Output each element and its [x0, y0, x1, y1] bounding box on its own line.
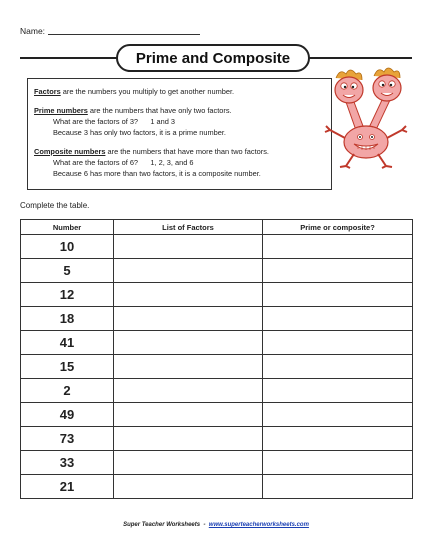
prime-or-composite-answer-cell[interactable] — [263, 379, 413, 403]
factors-answer-cell[interactable] — [114, 427, 263, 451]
prime-example-explanation: Because 3 has only two factors, it is a prime number. — [53, 128, 226, 137]
prime-or-composite-answer-cell[interactable] — [263, 355, 413, 379]
composite-term: Composite numbers — [34, 147, 106, 156]
number-cell: 21 — [21, 475, 114, 499]
table-row — [21, 259, 413, 283]
name-blank[interactable] — [48, 34, 200, 35]
number-cell: 18 — [21, 307, 114, 331]
table-row — [21, 475, 413, 499]
factors-definition — [34, 86, 325, 97]
prime-definition — [34, 105, 325, 138]
prime-or-composite-answer-cell[interactable] — [263, 307, 413, 331]
header-number: Number — [21, 220, 114, 235]
number-cell: 15 — [21, 355, 114, 379]
instructions: Complete the table. — [20, 201, 90, 210]
prime-or-composite-answer-cell[interactable] — [263, 283, 413, 307]
table-row — [21, 427, 413, 451]
prime-or-composite-answer-cell[interactable] — [263, 427, 413, 451]
prime-or-composite-answer-cell[interactable] — [263, 403, 413, 427]
table-row — [21, 283, 413, 307]
prime-or-composite-answer-cell[interactable] — [263, 259, 413, 283]
number-cell: 73 — [21, 427, 114, 451]
factors-term: Factors — [34, 87, 61, 96]
factors-answer-cell[interactable] — [114, 235, 263, 259]
table-row — [21, 379, 413, 403]
number-cell: 33 — [21, 451, 114, 475]
table-row — [21, 307, 413, 331]
factors-answer-cell[interactable] — [114, 451, 263, 475]
factors-answer-cell[interactable] — [114, 475, 263, 499]
table-row — [21, 235, 413, 259]
number-cell: 41 — [21, 331, 114, 355]
prime-term: Prime numbers — [34, 106, 88, 115]
prime-example-question: What are the factors of 3? — [53, 117, 139, 126]
factors-table — [20, 219, 413, 499]
composite-example-question: What are the factors of 6? — [53, 158, 139, 167]
footer — [0, 522, 432, 528]
name-field — [20, 26, 200, 36]
number-cell: 5 — [21, 259, 114, 283]
table-row — [21, 331, 413, 355]
composite-text: are the numbers that have more than two factors. — [105, 147, 269, 156]
table-row — [21, 355, 413, 379]
number-cell: 49 — [21, 403, 114, 427]
factors-answer-cell[interactable] — [114, 283, 263, 307]
definitions-box — [27, 78, 332, 190]
number-cell: 10 — [21, 235, 114, 259]
table-row — [21, 451, 413, 475]
table-header-row — [21, 220, 413, 235]
prime-or-composite-answer-cell[interactable] — [263, 451, 413, 475]
factors-answer-cell[interactable] — [114, 307, 263, 331]
prime-or-composite-answer-cell[interactable] — [263, 331, 413, 355]
prime-example-answer: 1 and 3 — [150, 117, 176, 126]
prime-or-composite-answer-cell[interactable] — [263, 235, 413, 259]
composite-definition — [34, 146, 325, 179]
name-label: Name: — [20, 26, 46, 36]
factors-answer-cell[interactable] — [114, 259, 263, 283]
prime-or-composite-answer-cell[interactable] — [263, 475, 413, 499]
table-row — [21, 403, 413, 427]
page-title: Prime and Composite — [116, 44, 310, 72]
factors-answer-cell[interactable] — [114, 331, 263, 355]
footer-link[interactable]: www.superteacherworksheets.com — [208, 522, 309, 528]
footer-separator: - — [203, 522, 206, 528]
composite-example-answer: 1, 2, 3, and 6 — [150, 158, 194, 167]
factors-answer-cell[interactable] — [114, 403, 263, 427]
header-list-of-factors: List of Factors — [114, 220, 263, 235]
footer-brand: Super Teacher Worksheets — [123, 522, 201, 528]
two-headed-monster-illustration — [316, 64, 416, 169]
prime-text: are the numbers that have only two factors. — [87, 106, 232, 115]
number-cell: 12 — [21, 283, 114, 307]
number-cell: 2 — [21, 379, 114, 403]
factors-text: are the numbers you multiply to get another number. — [60, 87, 235, 96]
factors-answer-cell[interactable] — [114, 355, 263, 379]
factors-answer-cell[interactable] — [114, 379, 263, 403]
header-prime-or-composite: Prime or composite? — [263, 220, 413, 235]
composite-example-explanation: Because 6 has more than two factors, it is a composite number. — [53, 169, 261, 178]
